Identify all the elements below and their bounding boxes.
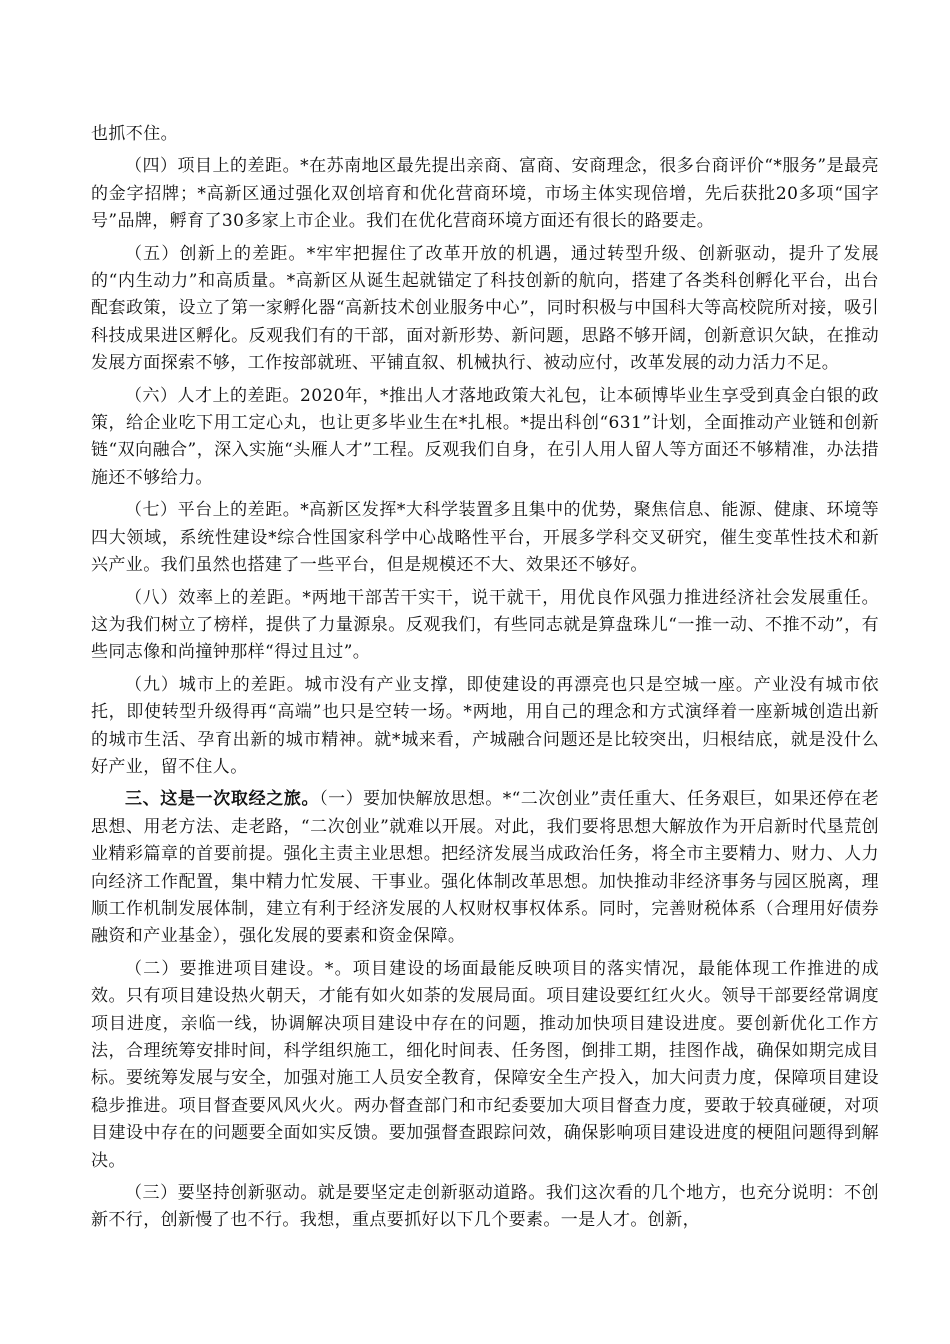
paragraph-innovation-gap: （五）创新上的差距。*牢牢把握住了改革开放的机遇，通过转型升级、创新驱动，提升了发展的“内生动力”和高质量。*高新区从诞生起就锚定了科技创新的航向，搭建了各类科创孵化平台，出台配套政策，设立了第一家孵化器“高新技术创业服务中心”，同时积极与中国科大等高校院所对接，吸引科技成果进区孵化。反观我们有的干部，面对新形势、新问题，思路不够开阔，创新意识欠缺，在推动发展方面探索不够，工作按部就班、平铺直叙、机械执行、被动应付，改革发展的动力活力不足。	[91, 243, 879, 374]
paragraph-talent-gap: （六）人才上的差距。2020年，*推出人才落地政策大礼包，让本硕博毕业生享受到真金白银的政策，给企业吃下用工定心丸，也让更多毕业生在*扎根。*提出科创“631”计划，全面推动产业链和创新链“双向融合”，深入实施“头雁人才”工程。反观我们自身，在引人用人留人等方面还不够精准，办法措施还不够给力。	[91, 385, 879, 488]
paragraph-section-three	[91, 786, 879, 950]
section-heading: 三、这是一次取经之旅。	[125, 789, 320, 810]
paragraph-city-gap: （九）城市上的差距。城市没有产业支撑，即使建设的再漂亮也只是空城一座。产业没有城市依托，即使转型升级得再“高端”也只是空转一场。*两地，用自己的理念和方式演绎着一座新城创造出新的城市生活、孕育出新的城市精神。就*城来看，产城融合问题还是比较突出，归根结底，就是没什么好产业，留不住人。	[91, 674, 879, 777]
paragraph-innovation-drive: （三）要坚持创新驱动。就是要坚定走创新驱动道路。我们这次看的几个地方，也充分说明：不创新不行，创新慢了也不行。我想，重点要抓好以下几个要素。一是人才。创新，	[91, 1183, 879, 1231]
paragraph-platform-gap: （七）平台上的差距。*高新区发挥*大科学装置多且集中的优势，聚焦信息、能源、健康、环境等四大领域，系统性建设*综合性国家科学中心战略性平台，开展多学科交叉研究，催生变革性技术和新兴产业。我们虽然也搭建了一些平台，但是规模还不大、效果还不够好。	[91, 500, 879, 576]
paragraph-project-gap: （四）项目上的差距。*在苏南地区最先提出亲商、富商、安商理念，很多台商评价“*服务”是最亮的金字招牌；*高新区通过强化双创培育和优化营商环境，市场主体实现倍增，先后获批20多项“国字号”品牌，孵育了30多家上市企业。我们在优化营商环境方面还有很长的路要走。	[91, 156, 879, 232]
document-body	[91, 121, 879, 1235]
paragraph-continuation: 也抓不住。	[91, 124, 178, 144]
section-three-body: （一）要加快解放思想。*“二次创业”责任重大、任务艰巨，如果还停在老思想、用老方法、走老路，“二次创业”就难以开展。对此，我们要将思想大解放作为开启新时代垦荒创业精彩篇章的首要前提。强化主责主业思想。把经济发展当成政治任务，将全市主要精力、财力、人力向经济工作配置，集中精力忙发展、干事业。强化体制改革思想。加快推动非经济事务与园区脱离，理顺工作机制发展体制，建立有利于经济发展的人权财权事权体系。同时，完善财税体系（合理用好债券融资和产业基金），强化发展的要素和资金保障。	[91, 789, 879, 947]
paragraph-efficiency-gap: （八）效率上的差距。*两地干部苦干实干，说干就干，用优良作风强力推进经济社会发展重任。这为我们树立了榜样，提供了力量源泉。反观我们，有些同志就是算盘珠儿“一推一动、不推不动”，有些同志像和尚撞钟那样“得过且过”。	[91, 587, 879, 663]
paragraph-project-construction: （二）要推进项目建设。*。项目建设的场面最能反映项目的落实情况，最能体现工作推进的成效。只有项目建设热火朝天，才能有如火如荼的发展局面。项目建设要红红火火。领导干部要经常调度项目进度，亲临一线，协调解决项目建设中存在的问题，推动加快项目建设进度。要创新优化工作方法，合理统筹安排时间，科学组织施工，细化时间表、任务图，倒排工期，挂图作战，确保如期完成目标。要统筹发展与安全，加强对施工人员安全教育，保障安全生产投入，加大问责力度，保障项目建设稳步推进。项目督查要风风火火。两办督查部门和市纪委要加大项目督查力度，要敢于较真碰硬，对项目建设中存在的问题要全面如实反馈。要加强督查跟踪问效，确保影响项目建设进度的梗阻问题得到解决。	[91, 958, 879, 1171]
